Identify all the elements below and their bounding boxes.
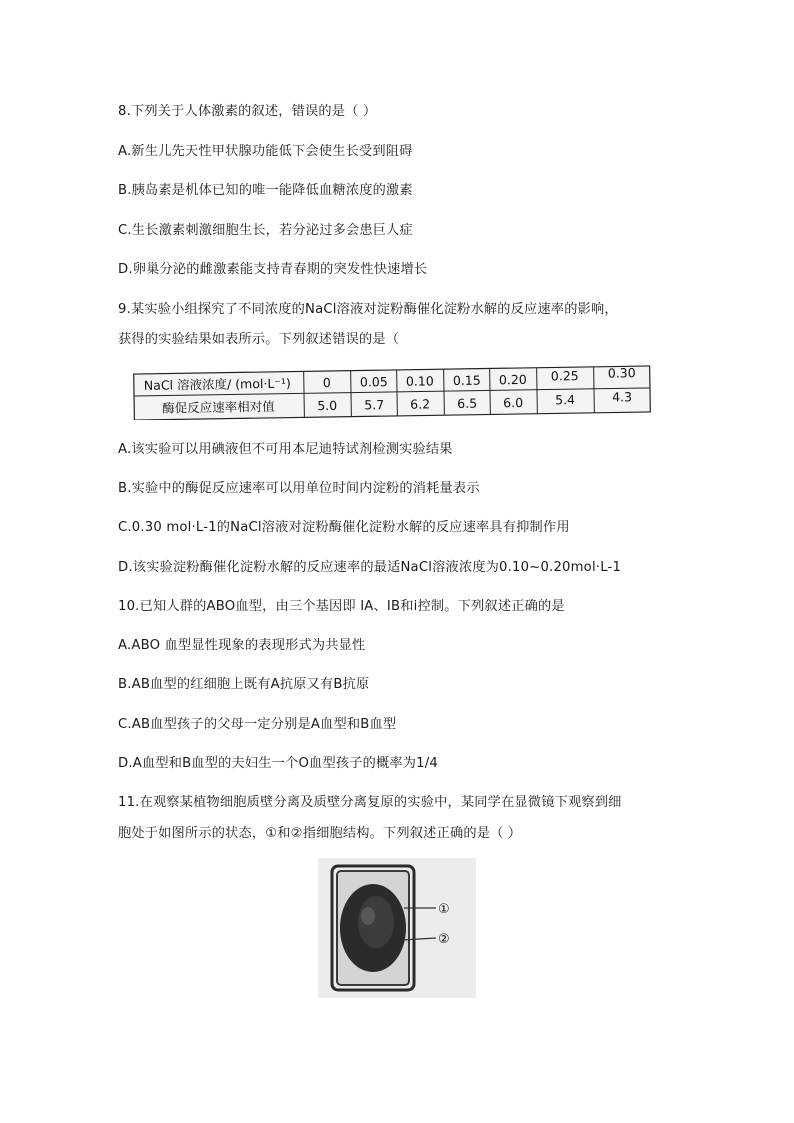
table-rate-cell: 6.2	[410, 396, 431, 412]
q10-option-d: D.A血型和B血型的夫妇生一个O血型孩子的概率为1/4	[118, 756, 438, 771]
table-rate-cell: 5.0	[317, 397, 338, 414]
table-concentration-cell: 0.10	[405, 373, 434, 389]
nacl-rate-table	[132, 364, 652, 420]
q10-option-c: C.AB血型孩子的父母一定分别是A血型和B血型	[118, 717, 397, 732]
q11-stem-line1: 11.在观察某植物细胞质壁分离及质壁分离复原的实验中，某同学在显微镜下观察到细	[118, 795, 622, 810]
q8-option-d: D.卵巢分泌的雌激素能支持青春期的突发性快速增长	[118, 262, 428, 277]
nacl-rate-table-svg	[132, 364, 652, 420]
label-1: ①	[438, 902, 450, 917]
q11-stem-line2: 胞处于如图所示的状态，①和②指细胞结构。下列叙述正确的是（ ）	[118, 826, 522, 841]
q9-option-c: C.0.30 mol·L-1的NaCl溶液对淀粉酶催化淀粉水解的反应速率具有抑制作用	[118, 520, 570, 535]
table-concentration-cell: 0.30	[607, 365, 636, 381]
table-concentration-cell: 0.20	[498, 371, 527, 388]
q9-stem-line2: 获得的实验结果如表所示。下列叙述错误的是（	[118, 332, 400, 347]
table-concentration-cell: 0.05	[359, 374, 388, 390]
table-concentration-cell: 0.25	[550, 368, 579, 384]
table-rate-cell: 4.3	[612, 389, 633, 405]
table-concentration-cell: 0.15	[452, 372, 481, 389]
table-rate-cell: 5.7	[364, 397, 385, 413]
q8-option-c: C.生长激素刺激细胞生长，若分泌过多会患巨人症	[118, 223, 413, 238]
q10-option-a: A.ABO 血型显性现象的表现形式为共显性	[118, 638, 366, 653]
q9-option-a: A.该实验可以用碘液但不可用本尼迪特试剂检测实验结果	[118, 442, 453, 457]
table-row1-header: NaCl 溶液浓度/ (mol·L⁻¹)	[143, 375, 291, 393]
q8-option-a: A.新生儿先天性甲状腺功能低下会使生长受到阻碍	[118, 144, 413, 159]
cell-diagram	[318, 858, 476, 998]
q9-option-b: B.实验中的酶促反应速率可以用单位时间内淀粉的消耗量表示	[118, 481, 480, 496]
q10-stem: 10.已知人群的ABO血型，由三个基因即 IA、IB和i控制。下列叙述正确的是	[118, 599, 565, 614]
table-rate-cell: 5.4	[555, 392, 576, 408]
table-row2-header: 酶促反应速率相对值	[162, 398, 275, 416]
label-2: ②	[438, 932, 450, 947]
nucleus	[361, 907, 375, 925]
table-concentration-cell: 0	[322, 374, 331, 391]
q10-option-b: B.AB血型的红细胞上既有A抗原又有B抗原	[118, 677, 370, 692]
q9-stem-line1: 9.某实验小组探究了不同浓度的NaCl溶液对淀粉酶催化淀粉水解的反应速率的影响，	[118, 302, 618, 317]
q8-stem: 8.下列关于人体激素的叙述，错误的是（ ）	[118, 104, 377, 119]
q8-option-b: B.胰岛素是机体已知的唯一能降低血糖浓度的激素	[118, 183, 413, 198]
q9-option-d: D.该实验淀粉酶催化淀粉水解的反应速率的最适NaCl溶液浓度为0.10~0.20mol·L-1	[118, 560, 622, 575]
table-rate-cell: 6.0	[503, 394, 524, 411]
plasmolysis-cell-figure	[318, 858, 476, 998]
table-rate-cell: 6.5	[457, 395, 478, 411]
